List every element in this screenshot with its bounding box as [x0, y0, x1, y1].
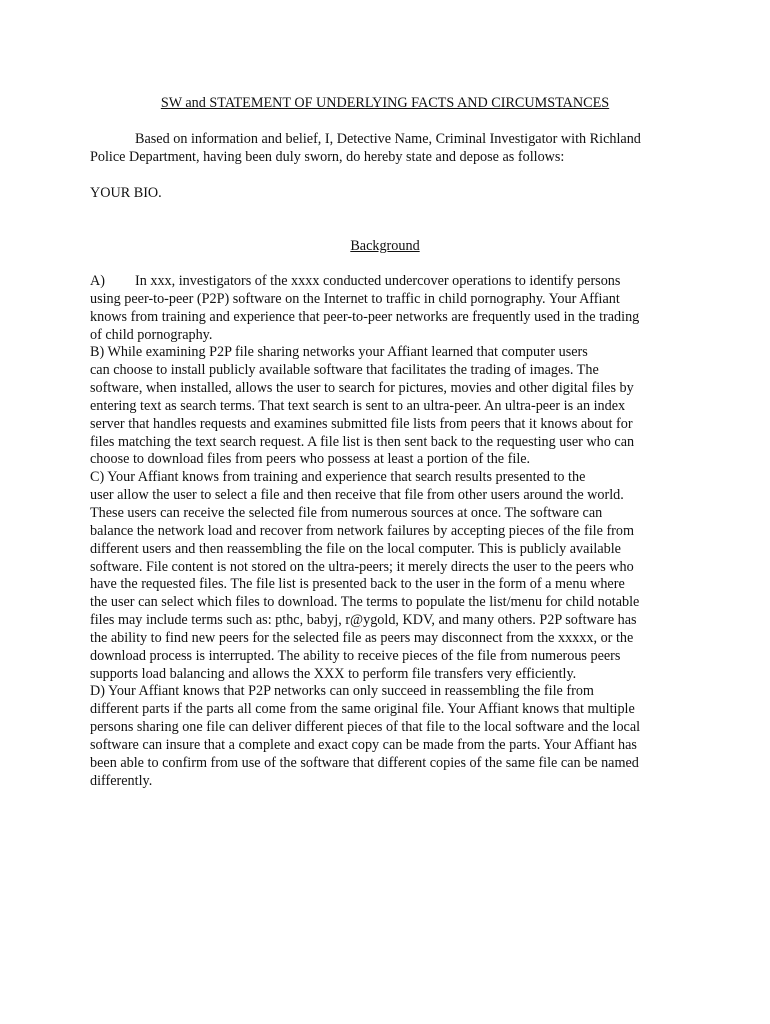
paragraph-line: software can insure that a complete and exact copy can be made from the parts. Your Affiant has [90, 736, 637, 753]
paragraph-line: user allow the user to select a file and then receive that file from other users around the world. [90, 487, 624, 504]
paragraph-line: software, when installed, allows the user to search for pictures, movies and other digital files by [90, 380, 634, 397]
background-body [90, 273, 690, 790]
paragraph-line: files matching the text search request. A file list is then sent back to the requesting user who can [90, 433, 635, 450]
paragraph-line: download process is interrupted. The ability to receive pieces of the file from numerous peers [90, 647, 621, 664]
paragraph-line: the user can select which files to download. The terms to populate the list/menu for child notable [90, 594, 640, 611]
paragraph-line: knows from training and experience that peer-to-peer networks are frequently used in the trading [90, 308, 640, 325]
paragraph-line: can choose to install publicly available software that facilitates the trading of images. The [90, 362, 599, 379]
paragraph-c [90, 469, 690, 683]
intro-line: Police Department, having been duly sworn, do hereby state and depose as follows: [90, 149, 565, 165]
paragraph-a-first-line [90, 273, 690, 291]
paragraph-line: different users and then reassembling the file on the local computer. This is publicly available [90, 540, 621, 557]
paragraph-a [90, 273, 690, 344]
paragraph-line: files may include terms such as: pthc, babyj, r@ygold, KDV, and many others. P2P software has [90, 612, 637, 629]
paragraph-line: different parts if the parts all come from the same original file. Your Affiant knows that multiple [90, 701, 635, 718]
paragraph-line: entering text as search terms. That text search is sent to an ultra-peer. An ultra-peer is an index [90, 397, 626, 414]
section-heading-background: Background [350, 238, 420, 254]
paragraph-line: D) Your Affiant knows that P2P networks can only succeed in reassembling the file from [90, 683, 594, 700]
intro-paragraph [90, 130, 690, 166]
paragraph-a-marker: A) [90, 273, 105, 289]
paragraph-line: balance the network load and recover from network failures by accepting pieces of the file from [90, 522, 635, 539]
paragraph-line: the ability to find new peers for the selected file as peers may disconnect from the xxxxx, or the [90, 629, 634, 646]
intro-line: Based on information and belief, I, Detective Name, Criminal Investigator with Richland [135, 131, 641, 147]
paragraph-d [90, 683, 690, 790]
paragraph-line: In xxx, investigators of the xxxx conducted undercover operations to identify persons [135, 273, 621, 289]
paragraph-line: server that handles requests and examines submitted file lists from peers that it knows about for [90, 415, 633, 432]
paragraph-line: software. File content is not stored on the ultra-peers; it merely directs the user to the peers who [90, 558, 634, 575]
paragraph-line: have the requested files. The file list is presented back to the user in the form of a menu where [90, 576, 625, 593]
paragraph-line: B) While examining P2P file sharing networks your Affiant learned that computer users [90, 344, 588, 361]
paragraph-line: using peer-to-peer (P2P) software on the Internet to traffic in child pornography. Your Affiant [90, 290, 620, 307]
paragraph-b [90, 344, 690, 469]
paragraph-line: differently. [90, 772, 153, 789]
bio-placeholder: YOUR BIO. [90, 185, 162, 201]
document-title: SW and STATEMENT OF UNDERLYING FACTS AND CIRCUMSTANCES [160, 95, 610, 111]
paragraph-line: been able to confirm from use of the software that different copies of the same file can be named [90, 754, 639, 771]
paragraph-line: supports load balancing and allows the XXX to perform file transfers very efficiently. [90, 665, 577, 682]
paragraph-line: These users can receive the selected file from numerous sources at once. The software can [90, 504, 603, 521]
paragraph-line: of child pornography. [90, 326, 213, 343]
paragraph-line: choose to download files from peers who possess at least a portion of the file. [90, 451, 531, 468]
paragraph-line: C) Your Affiant knows from training and experience that search results presented to the [90, 469, 586, 486]
paragraph-line: persons sharing one file can deliver different pieces of that file to the local software and the local [90, 719, 641, 736]
